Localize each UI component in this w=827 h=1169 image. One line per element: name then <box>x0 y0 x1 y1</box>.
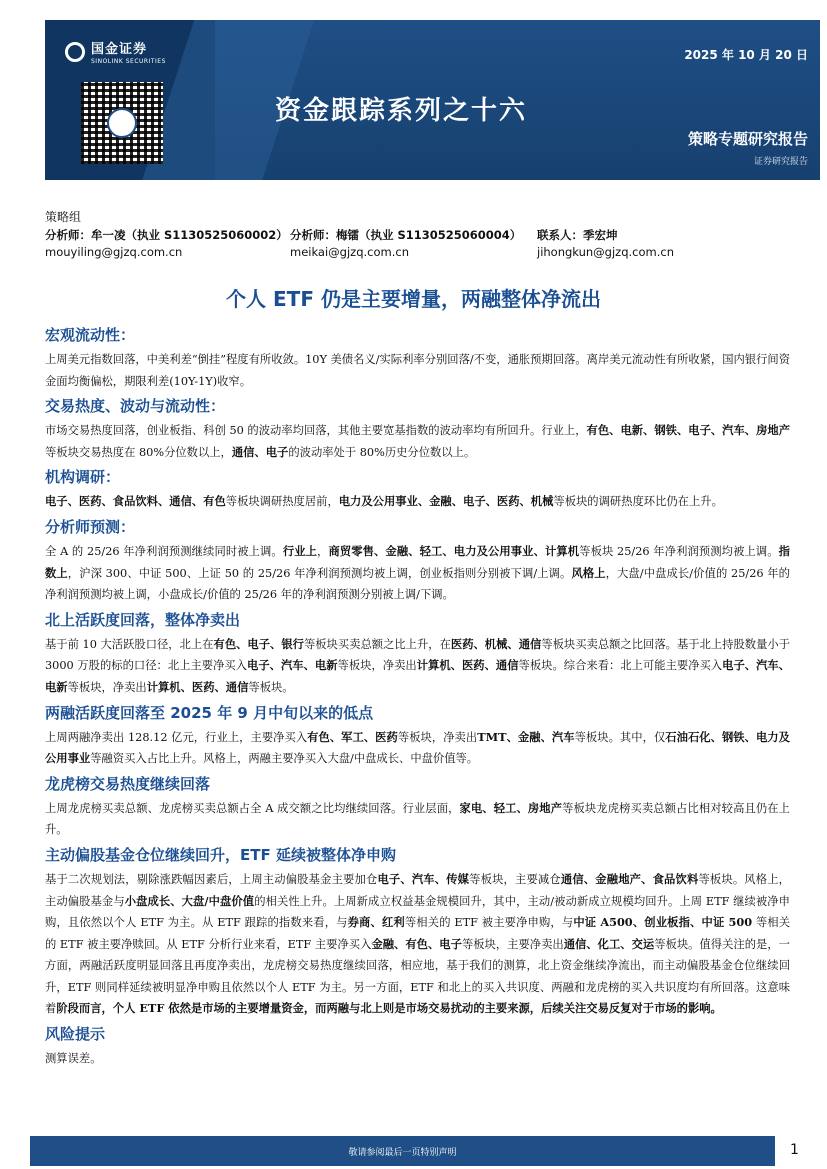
section-paragraph: 上周龙虎榜买卖总额、龙虎榜买卖总额占全 A 成交额之比均继续回落。行业层面，家电、轻工、房地产等板块龙虎榜买卖总额占比相对较高且仍在上升。 <box>45 800 790 837</box>
section-paragraph: 全 A 的 25/26 年净利润预测继续同时被上调。行业上，商贸零售、金融、轻工、电力及公用事业、计算机等板块 25/26 年净利润预测均被上调。指数上，沪深 300、中证 500、上证 50 的 25/26 年净利润预测均被上调，创业板指则分别被下调/上调。风格上，大盘/中盘成长/价值的 25/26 年的净利润预测均被上调，小盘成长/价值的 25/26 年的净利润预测分别被上调/下调。 <box>45 543 790 602</box>
section-paragraph: 基于二次规划法，剔除涨跌幅因素后，上周主动偏股基金主要加仓电子、汽车、传媒等板块，主要减仓通信、金融地产、食品饮料等板块。风格上，主动偏股基金与小盘成长、大盘/中盘价值的相关性上升。上周新成立权益基金规模回升，其中，主动/被动新成立规模均回升。上周 ETF 继续被净申购，且依然以个人 ETF 为主。从 ETF 跟踪的指数来看，与券商、红利等相关的 ETF 被主要净申购，与中证 A500、创业板指、中证 500 等相关的 ETF 被主要净赎回。从 ETF 分析行业来看，ETF 主要净买入金融、有色、电子等板块，主要净卖出通信、化工、交运等板块。值得关注的是，一方面，两融活跃度明显回落且再度净卖出，龙虎榜交易热度继续回落，相应地，基于我们的测算，北上资金继续净流出，而主动偏股基金仓位继续回升，ETF 则同样延续被明显净申购且依然以个人 ETF 为主。另一方面，ETF 和北上的买入共识度、两融和龙虎榜的买入共识度均有所回落。这意味着阶段而言，个人 ETF 依然是市场的主要增量资金，而两融与北上则是市场交易扰动的主要来源，后续关注交易反复对于市场的影响。 <box>45 871 791 1016</box>
report-section <box>45 703 790 770</box>
footer-disclaimer: 敬请参阅最后一页特别声明 <box>348 1148 457 1158</box>
report-section <box>45 467 790 513</box>
section-title: 主动偏股基金仓位继续回升，ETF 延续被整体净申购 <box>45 845 396 864</box>
report-section <box>45 1024 790 1070</box>
company-logo <box>65 38 166 65</box>
section-title: 龙虎榜交易热度继续回落 <box>45 774 211 793</box>
report-section <box>45 845 790 1020</box>
logo-text-cn: 国金证券 <box>91 42 148 57</box>
section-paragraph: 测算误差。 <box>45 1052 102 1066</box>
section-paragraph: 基于前 10 大活跃股口径，北上在有色、电子、银行等板块买卖总额之比上升，在医药、机械、通信等板块买卖总额之比回落。基于北上持股数量小于 3000 万股的标的口径：北上主要净买入电子、汽车、电新等板块，净卖出计算机、医药、通信等板块。综合来看：北上可能主要净买入电子、汽车、电新等板块，净卖出计算机、医药、通信等板块。 <box>45 636 790 694</box>
contact: 联系人：季宏坤 <box>537 228 618 242</box>
report-body <box>45 325 790 1074</box>
team-name: 策略组 <box>45 210 82 224</box>
report-section <box>45 610 790 699</box>
logo-text-en: SINOLINK SECURITIES <box>91 58 166 65</box>
section-paragraph: 上周美元指数回落，中美利差“倒挂”程度有所收敛。10Y 美债名义/实际利率分别回落/不变，通胀预期回落。离岸美元流动性有所收紧，国内银行间资金面均衡偏松，期限利差(10Y-1Y)收窄。 <box>45 353 790 388</box>
contact-email[interactable]: jihongkun@gjzq.com.cn <box>537 245 675 259</box>
analyst-2-email[interactable]: meikai@gjzq.com.cn <box>290 245 409 259</box>
section-title: 机构调研： <box>45 468 121 487</box>
report-section <box>45 325 790 392</box>
report-section <box>45 774 790 841</box>
section-paragraph: 上周两融净卖出 128.12 亿元，行业上，主要净买入有色、军工、医药等板块，净卖出TMT、金融、汽车等板块。其中，仅石油石化、钢铁、电力及公用事业等融资买入占比上升。风格上，两融主要净买入大盘/中盘成长、中盘价值等。 <box>45 729 790 766</box>
page-number: 1 <box>790 1142 799 1158</box>
footer-bar <box>30 1136 775 1166</box>
report-subtype: 证券研究报告 <box>753 157 808 167</box>
qr-code <box>81 82 163 164</box>
analyst-1: 分析师：牟一凌（执业 S1130525060002） <box>45 228 288 242</box>
logo-circle-icon <box>65 42 85 62</box>
section-title: 两融活跃度回落至 2025 年 9 月中旬以来的低点 <box>45 703 374 722</box>
report-section <box>45 396 790 463</box>
section-title: 交易热度、波动与流动性： <box>45 397 226 416</box>
section-title: 风险提示 <box>45 1025 106 1044</box>
section-title: 北上活跃度回落，整体净卖出 <box>45 610 241 629</box>
analyst-1-email[interactable]: mouyiling@gjzq.com.cn <box>45 245 183 259</box>
series-title: 资金跟踪系列之十六 <box>275 96 528 126</box>
report-section <box>45 517 790 606</box>
report-type: 策略专题研究报告 <box>687 130 808 148</box>
section-title: 分析师预测： <box>45 517 136 536</box>
report-date: 2025 年 10 月 20 日 <box>684 48 808 62</box>
analyst-2: 分析师：梅镭（执业 S1130525060004） <box>290 228 522 242</box>
report-banner <box>45 20 820 180</box>
section-paragraph: 电子、医药、食品饮料、通信、有色等板块调研热度居前，电力及公用事业、金融、电子、医药、机械等板块的调研热度环比仍在上升。 <box>45 494 723 509</box>
report-headline: 个人 ETF 仍是主要增量，两融整体净流出 <box>226 287 601 311</box>
qr-center-logo <box>107 108 137 138</box>
section-title: 宏观流动性： <box>45 326 136 344</box>
section-paragraph: 市场交易热度回落，创业板指、科创 50 的波动率均回落，其他主要宽基指数的波动率均有所回升。行业上，有色、电新、钢铁、电子、汽车、房地产等板块交易热度在 80%分位数以上，通信、电子的波动率处于 80%历史分位数以上。 <box>45 423 790 459</box>
